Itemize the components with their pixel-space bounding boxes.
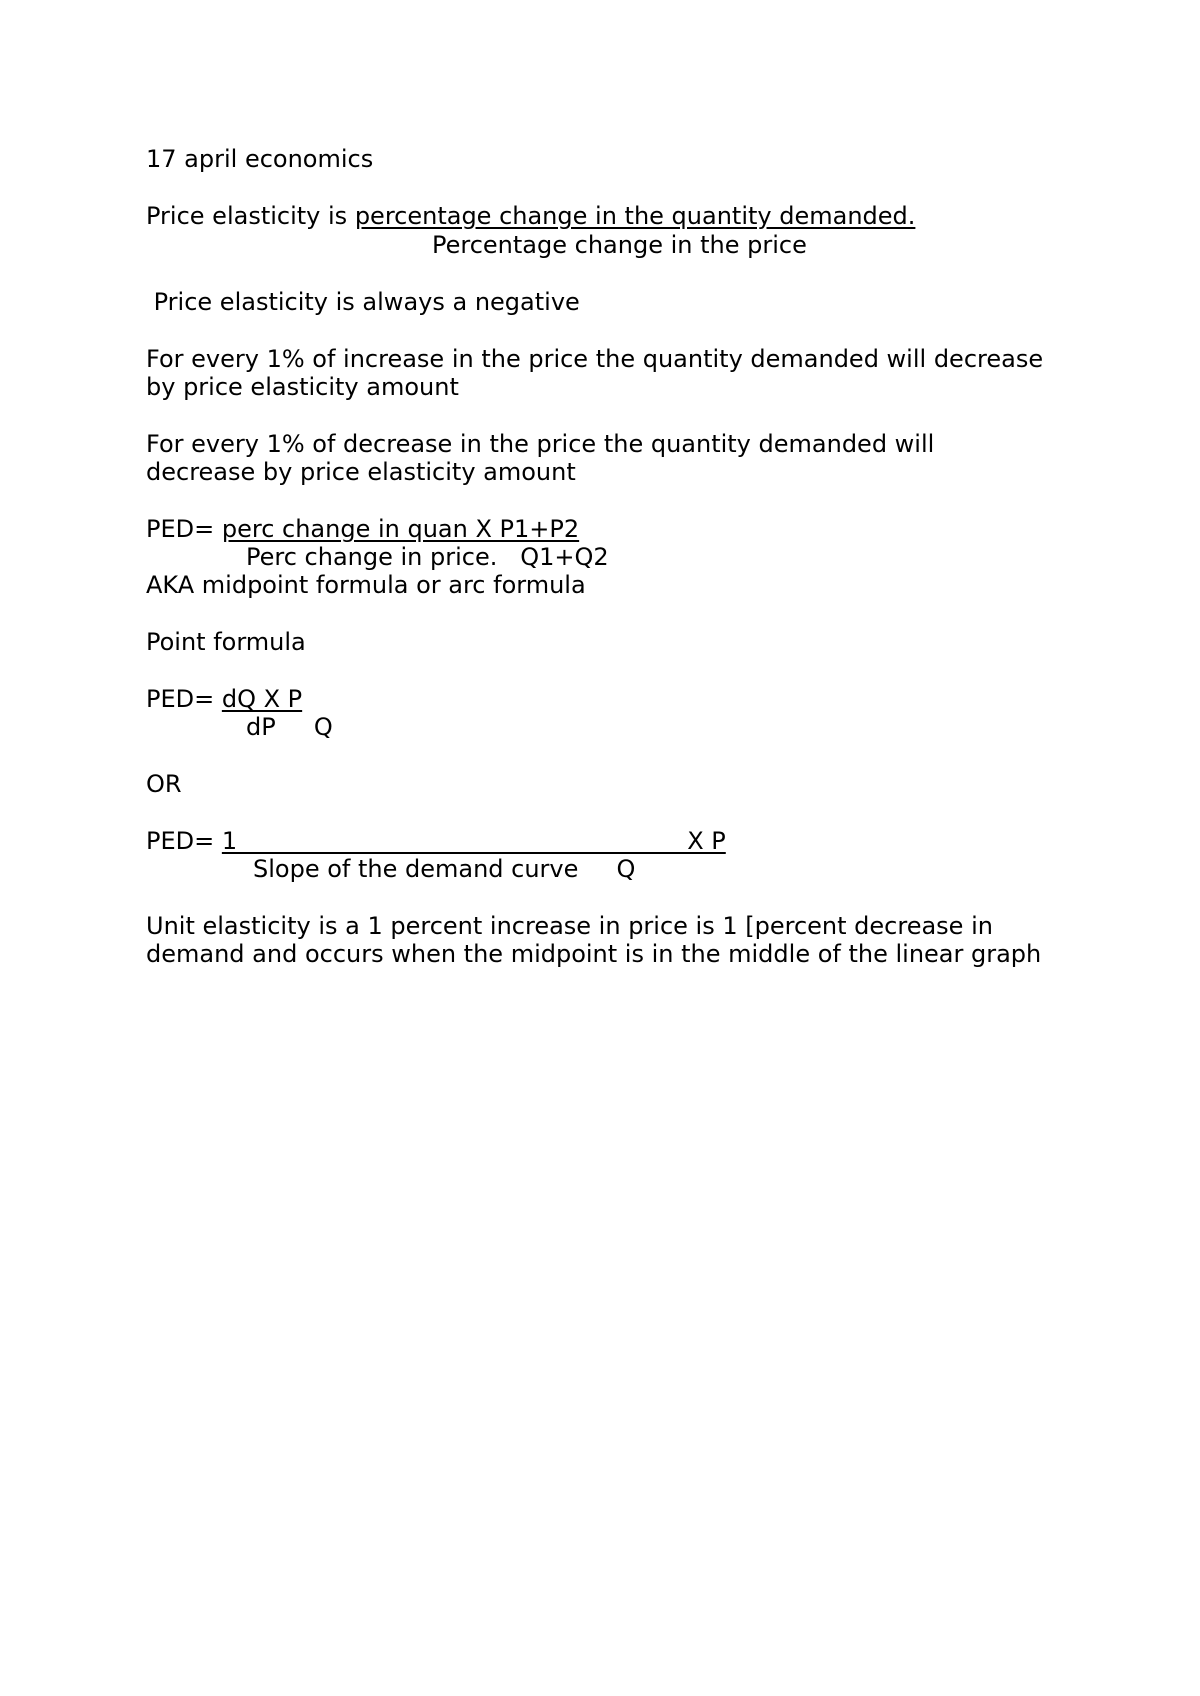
- or-label: OR: [146, 770, 182, 798]
- slope-denominator: Slope of the demand curve Q: [253, 855, 636, 883]
- midpoint-formula-line: [146, 515, 579, 543]
- slope-numerator: 1 X P: [221, 827, 726, 855]
- definition-line: [146, 202, 915, 230]
- point-numerator: dQ X P: [221, 685, 303, 713]
- unit-note-line2: demand and occurs when the midpoint is in the middle of the linear graph: [146, 940, 1042, 968]
- note-negative: Price elasticity is always a negative: [146, 288, 580, 316]
- midpoint-aka: AKA midpoint formula or arc formula: [146, 571, 586, 599]
- slope-formula-line: [146, 827, 726, 855]
- point-denominator: dP Q: [246, 713, 333, 741]
- definition-lead: Price elasticity is: [146, 202, 355, 230]
- decrease-note-line1: For every 1% of decrease in the price the quantity demanded will: [146, 430, 935, 458]
- increase-note-line2: by price elasticity amount: [146, 373, 459, 401]
- unit-note-line1: Unit elasticity is a 1 percent increase in price is 1 [percent decrease in: [146, 912, 993, 940]
- midpoint-lhs: PED=: [146, 515, 222, 543]
- definition-numerator: percentage change in the quantity demanded.: [354, 202, 916, 230]
- slope-lhs: PED=: [146, 827, 222, 855]
- point-lhs: PED=: [146, 685, 222, 713]
- decrease-note-line2: decrease by price elasticity amount: [146, 458, 576, 486]
- note-title: 17 april economics: [146, 145, 374, 173]
- definition-denominator: Percentage change in the price: [432, 231, 807, 259]
- midpoint-denominator: Perc change in price. Q1+Q2: [246, 543, 609, 571]
- point-formula-line: [146, 685, 302, 713]
- increase-note-line1: For every 1% of increase in the price the quantity demanded will decrease: [146, 345, 1044, 373]
- midpoint-numerator: perc change in quan X P1+P2: [221, 515, 580, 543]
- point-formula-heading: Point formula: [146, 628, 306, 656]
